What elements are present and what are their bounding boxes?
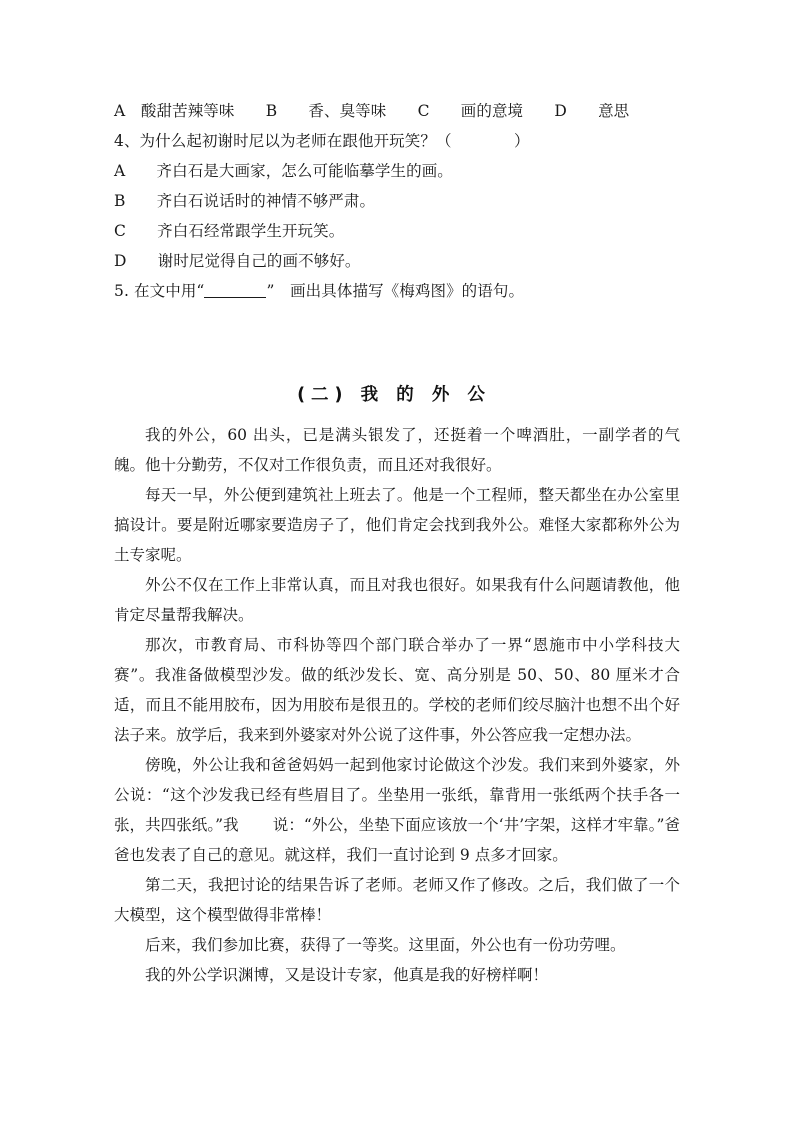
passage-paragraph-6: 第二天，我把讨论的结果告诉了老师。老师又作了修改。之后，我们做了一个大模型，这个模型做得非常棒！ — [114, 876, 680, 924]
question3-options-row: A 酸甜苦辣等味 B 香、臭等味 C 画的意境 D 意思 — [114, 102, 630, 120]
passage-paragraph-1: 我的外公，60 出头，已是满头银发了，还挺着一个啤酒肚，一副学者的气魄。他十分勤劳，不仅对工作很负责，而且还对我很好。 — [114, 426, 680, 474]
question4-stem: 4、为什么起初谢时尼以为老师在跟他开玩笑？（ ） — [114, 132, 530, 150]
passage-paragraph-2: 每天一早，外公便到建筑社上班去了。他是一个工程师，整天都坐在办公室里搞设计。要是附近哪家要造房子了，他们肯定会找到我外公。难怪大家都称外公为土专家呢。 — [114, 486, 680, 564]
passage-paragraph-5 — [114, 750, 680, 870]
questions-block — [114, 96, 680, 306]
question5-answer-blank[interactable] — [204, 297, 266, 298]
question4-option-b: B 齐白石说话时的神情不够严肃。 — [114, 192, 376, 210]
question4-option-a: A 齐白石是大画家，怎么可能临摹学生的画。 — [114, 162, 453, 180]
passage-paragraph-7: 后来，我们参加比赛，获得了一等奖。这里面，外公也有一份功劳哩。 — [145, 936, 626, 954]
question5-suffix-text: ” 画出具体描写《梅鸡图》的语句。 — [266, 282, 525, 300]
section-spacer — [114, 306, 680, 380]
passage-paragraph-5-part2: 说：“外公，坐垫下面应该放一个‘井’字架，这样才牢靠。”爸爸也发表了自己的意见。就这样，我们一直讨论到 9 点多才回家。 — [114, 816, 680, 864]
question4-option-c: C 齐白石经常跟学生开玩笑。 — [114, 222, 345, 240]
question4-option-d: D 谢时尼觉得自己的画不够好。 — [114, 252, 361, 270]
question5-prefix-text: 5. 在文中用“ — [114, 282, 205, 300]
passage-paragraph-3: 外公不仅在工作上非常认真，而且对我也很好。如果我有什么问题请教他，他肯定尽量帮我解决。 — [114, 576, 680, 624]
passage-title: (二) 我 的 外 公 — [297, 385, 491, 405]
passage-paragraph-4: 那次，市教育局、市科协等四个部门联合举办了一界“恩施市中小学科技大赛”。我准备做模型沙发。做的纸沙发长、宽、高分别是 50、50、80 厘米才合适，而且不能用胶布，因为用胶布是很丑的。学校的老师们绞尽脑汁也想不出个好法子来。放学后，我来到外婆家对外公说了这件事，外公答应我一定想办法。 — [114, 636, 680, 744]
page-content — [114, 96, 680, 990]
passage-paragraph-5-part1: 傍晚，外公让我和爸爸妈妈一起到他家讨论做这个沙发。我们来到外婆家，外公说：“这个沙发我已经有些眉目了。坐垫用一张纸，靠背用一张纸两个扶手各一张，共四张纸。”我 — [114, 756, 680, 834]
question5-stem — [114, 276, 680, 306]
passage-paragraph-8: 我的外公学识渊博，又是设计专家，他真是我的好榜样啊！ — [145, 966, 549, 984]
